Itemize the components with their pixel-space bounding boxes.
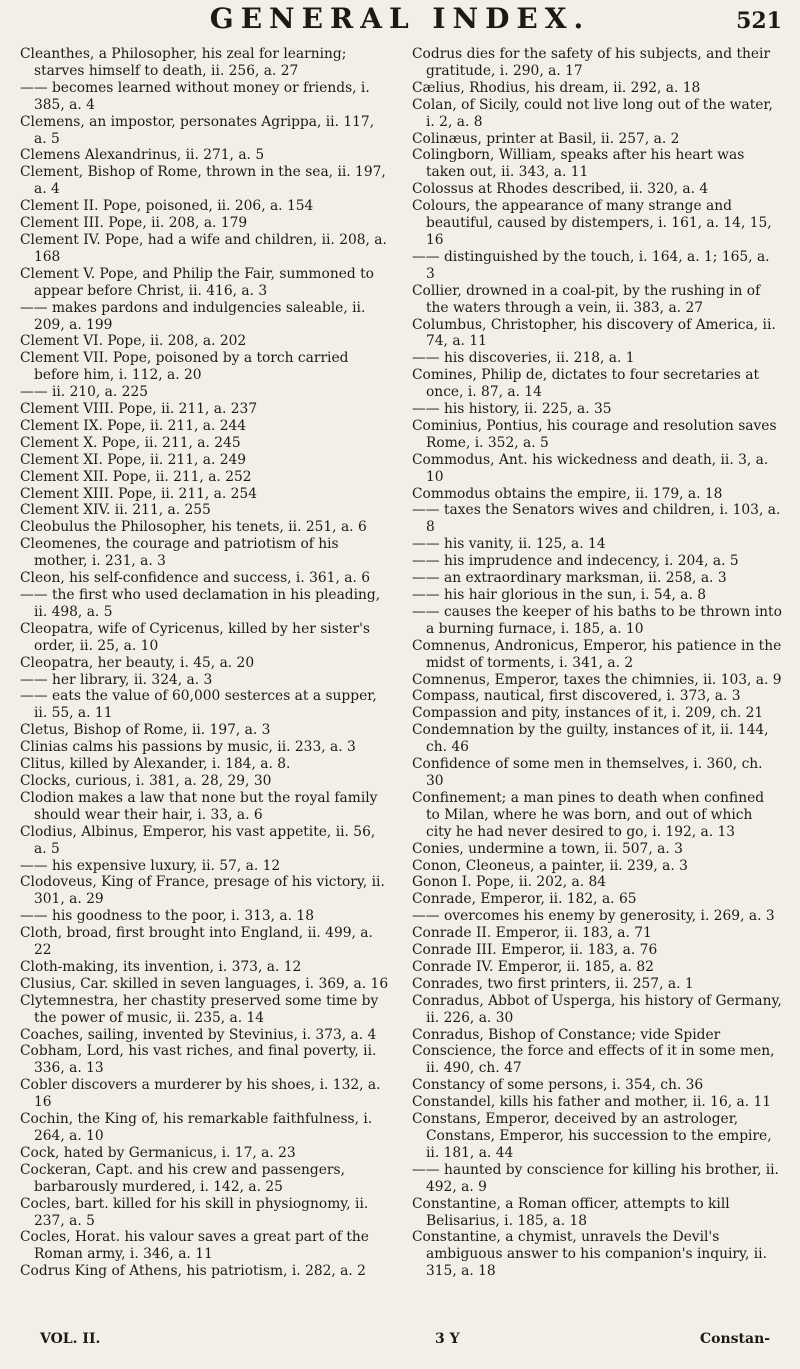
index-entry: Conies, undermine a town, ii. 507, a. 3 bbox=[412, 840, 683, 857]
left-column bbox=[20, 46, 390, 1280]
index-entry: —— eats the value of 60,000 sesterces at a supper, ii. 55, a. 11 bbox=[20, 688, 377, 722]
catchword: Constan- bbox=[700, 1331, 771, 1347]
signature-mark: 3 Y bbox=[435, 1331, 460, 1347]
index-entry: Conradus, Bishop of Constance; vide Spider bbox=[412, 1026, 721, 1043]
index-entry: Codrus dies for the safety of his subjects, and their gratitude, i. 290, a. 17 bbox=[412, 46, 771, 79]
index-entry: —— the first who used declamation in his pleading, ii. 498, a. 5 bbox=[20, 587, 381, 620]
index-entry: Cock, hated by Germanicus, i. 17, a. 23 bbox=[20, 1144, 296, 1161]
index-entry: Clytemnestra, her chastity preserved some time by the power of music, ii. 235, a. 14 bbox=[20, 992, 379, 1026]
index-entry: Commodus, Ant. his wickedness and death, ii. 3, a. 10 bbox=[412, 451, 769, 485]
index-entry: Clement XII. Pope, ii. 211, a. 252 bbox=[20, 468, 252, 485]
index-entry: Conrade IV. Emperor, ii. 185, a. 82 bbox=[412, 958, 654, 975]
index-entry: Confinement; a man pines to death when confined to Milan, where he was born, and out of which city he had never desired to go, i. 192, a. 13 bbox=[412, 789, 765, 840]
page-title: GENERAL INDEX. bbox=[209, 2, 591, 35]
index-entry: —— ii. 210, a. 225 bbox=[20, 384, 149, 401]
index-entry: Clemens, an impostor, personates Agrippa, ii. 117, a. 5 bbox=[20, 113, 375, 147]
index-entry: Clodius, Albinus, Emperor, his vast appetite, ii. 56, a. 5 bbox=[20, 823, 376, 857]
index-entry: Clitus, killed by Alexander, i. 184, a. 8. bbox=[20, 756, 291, 773]
index-entry: Conrade III. Emperor, ii. 183, a. 76 bbox=[412, 942, 658, 959]
index-entry: Cletus, Bishop of Rome, ii. 197, a. 3 bbox=[20, 722, 271, 739]
index-entry: Comines, Philip de, dictates to four secretaries at once, i. 87, a. 14 bbox=[412, 367, 759, 401]
index-entry: Clement VI. Pope, ii. 208, a. 202 bbox=[20, 333, 247, 350]
index-entry: Cobler discovers a murderer by his shoes, i. 132, a. 16 bbox=[20, 1077, 381, 1111]
index-entry: Cocles, bart. killed for his skill in physiognomy, ii. 237, a. 5 bbox=[20, 1195, 369, 1229]
index-entry: Conscience, the force and effects of it in some men, ii. 490, ch. 47 bbox=[412, 1043, 775, 1077]
page-number: 521 bbox=[736, 8, 782, 34]
index-entry: Cobham, Lord, his vast riches, and final poverty, ii. 336, a. 13 bbox=[20, 1043, 377, 1077]
index-entry: Cleopatra, her beauty, i. 45, a. 20 bbox=[20, 654, 255, 671]
index-entry: Constantine, a chymist, unravels the Devil's ambiguous answer to his companion's inquiry, ii. 315, a. 18 bbox=[412, 1229, 767, 1280]
index-entry: Colan, of Sicily, could not live long out of the water, i. 2, a. 8 bbox=[412, 96, 773, 130]
index-entry: Cleomenes, the courage and patriotism of his mother, i. 231, a. 3 bbox=[20, 536, 339, 570]
index-entry: Conrade II. Emperor, ii. 183, a. 71 bbox=[412, 925, 652, 942]
index-entry: Condemnation by the guilty, instances of it, ii. 144, ch. 46 bbox=[412, 722, 769, 756]
index-entry: —— makes pardons and indulgencies saleable, ii. 209, a. 199 bbox=[20, 299, 366, 333]
index-entry: Colinæus, printer at Basil, ii. 257, a. 2 bbox=[412, 130, 680, 147]
index-entry: Cloth-making, its invention, i. 373, a. 12 bbox=[20, 958, 302, 975]
index-entry: Comnenus, Andronicus, Emperor, his patience in the midst of torments, i. 341, a. 2 bbox=[412, 637, 782, 671]
index-entry: Clement II. Pope, poisoned, ii. 206, a. 154 bbox=[20, 198, 314, 215]
index-entry: Cominius, Pontius, his courage and resolution saves Rome, i. 352, a. 5 bbox=[412, 417, 777, 451]
index-entry: —— causes the keeper of his baths to be thrown into a burning furnace, i. 185, a. 10 bbox=[412, 603, 782, 637]
index-entry: Cocles, Horat. his valour saves a great part of the Roman army, i. 346, a. 11 bbox=[20, 1229, 369, 1263]
index-entry: Comnenus, Emperor, taxes the chimnies, ii. 103, a. 9 bbox=[412, 671, 782, 688]
index-entry: Colossus at Rhodes described, ii. 320, a. 4 bbox=[412, 181, 709, 198]
index-entry: —— his history, ii. 225, a. 35 bbox=[412, 401, 612, 418]
index-entry: Coaches, sailing, invented by Stevinius, i. 373, a. 4 bbox=[20, 1026, 377, 1043]
index-entry: —— overcomes his enemy by generosity, i. 269, a. 3 bbox=[412, 908, 775, 925]
index-entry: —— his imprudence and indecency, i. 204, a. 5 bbox=[412, 553, 739, 570]
index-entry: Clement IX. Pope, ii. 211, a. 244 bbox=[20, 417, 247, 434]
index-entry: Cochin, the King of, his remarkable faithfulness, i. 264, a. 10 bbox=[20, 1111, 373, 1144]
index-entry: —— his discoveries, ii. 218, a. 1 bbox=[412, 350, 635, 367]
index-entry: Clement VIII. Pope, ii. 211, a. 237 bbox=[20, 401, 258, 418]
index-entry: —— his vanity, ii. 125, a. 14 bbox=[412, 536, 606, 553]
index-entry: Compassion and pity, instances of it, i. 209, ch. 21 bbox=[412, 705, 764, 722]
index-entry: —— becomes learned without money or friends, i. 385, a. 4 bbox=[20, 79, 370, 113]
index-entry: Confidence of some men in themselves, i. 360, ch. 30 bbox=[412, 756, 763, 789]
index-entry: Clement X. Pope, ii. 211, a. 245 bbox=[20, 434, 241, 451]
index-entry: Constantine, a Roman officer, attempts to kill Belisarius, i. 185, a. 18 bbox=[412, 1195, 730, 1229]
index-entry: Colingborn, William, speaks after his heart was taken out, ii. 343, a. 11 bbox=[412, 147, 745, 181]
index-entry: Cleopatra, wife of Cyricenus, killed by her sister's order, ii. 25, a. 10 bbox=[20, 620, 370, 654]
index-entry: Clement V. Pope, and Philip the Fair, summoned to appear before Christ, ii. 416, a. 3 bbox=[20, 265, 374, 299]
index-entry: —— an extraordinary marksman, ii. 258, a. 3 bbox=[412, 570, 727, 587]
index-entry: Clodoveus, King of France, presage of his victory, ii. 301, a. 29 bbox=[20, 874, 385, 908]
index-entry: —— distinguished by the touch, i. 164, a. 1; 165, a. 3 bbox=[412, 248, 770, 282]
index-entry: Constancy of some persons, i. 354, ch. 36 bbox=[412, 1077, 704, 1094]
index-entry: Cleobulus the Philosopher, his tenets, ii. 251, a. 6 bbox=[20, 519, 367, 536]
index-entry: Colours, the appearance of many strange and beautiful, caused by distempers, i. 161, a. 14, 15, 16 bbox=[412, 198, 772, 248]
index-entry: Commodus obtains the empire, ii. 179, a. 18 bbox=[412, 485, 723, 502]
index-entry: Constans, Emperor, deceived by an astrologer, Constans, Emperor, his succession to the empire, ii. 181, a. 44 bbox=[412, 1111, 772, 1161]
right-column bbox=[412, 46, 782, 1280]
index-entry: Clement XIII. Pope, ii. 211, a. 254 bbox=[20, 485, 257, 502]
index-entry: Clement XIV. ii. 211, a. 255 bbox=[20, 502, 211, 519]
index-entry: Conradus, Abbot of Usperga, his history of Germany, ii. 226, a. 30 bbox=[412, 992, 782, 1026]
index-entry: Columbus, Christopher, his discovery of America, ii. 74, a. 11 bbox=[412, 316, 776, 350]
index-entry: Clodion makes a law that none but the royal family should wear their hair, i. 33, a. 6 bbox=[20, 789, 378, 823]
index-entry: Conrades, two first printers, ii. 257, a. 1 bbox=[412, 975, 694, 992]
volume-label: VOL. II. bbox=[40, 1331, 101, 1347]
index-entry: Clement XI. Pope, ii. 211, a. 249 bbox=[20, 451, 247, 468]
index-entry: Cælius, Rhodius, his dream, ii. 292, a. 18 bbox=[412, 79, 701, 96]
index-entry: Conon, Cleoneus, a painter, ii. 239, a. 3 bbox=[412, 857, 688, 874]
index-entry: Clement, Bishop of Rome, thrown in the sea, ii. 197, a. 4 bbox=[20, 164, 386, 198]
index-entry: Cockeran, Capt. and his crew and passengers, barbarously murdered, i. 142, a. 25 bbox=[20, 1161, 345, 1195]
index-entry: —— his hair glorious in the sun, i. 54, a. 8 bbox=[412, 587, 707, 603]
index-entry: Clement III. Pope, ii. 208, a. 179 bbox=[20, 215, 248, 232]
index-entry: Cleanthes, a Philosopher, his zeal for learning; starves himself to death, ii. 256, a. 27 bbox=[20, 46, 347, 79]
index-entry: Clinias calms his passions by music, ii. 233, a. 3 bbox=[20, 739, 356, 756]
index-entry: Collier, drowned in a coal-pit, by the rushing in of the waters through a vein, ii. 383, a. 27 bbox=[412, 282, 761, 316]
index-entry: Clement VII. Pope, poisoned by a torch carried before him, i. 112, a. 20 bbox=[20, 350, 349, 384]
index-entry: Cloth, broad, first brought into England, ii. 499, a. 22 bbox=[20, 925, 373, 959]
index-entry: Conrade, Emperor, ii. 182, a. 65 bbox=[412, 891, 637, 908]
index-entry: Codrus King of Athens, his patriotism, i. 282, a. 2 bbox=[20, 1263, 366, 1280]
index-entry: Clocks, curious, i. 381, a. 28, 29, 30 bbox=[20, 772, 272, 789]
index-entry: Compass, nautical, first discovered, i. 373, a. 3 bbox=[412, 688, 741, 705]
index-entry: —— taxes the Senators wives and children, i. 103, a. 8 bbox=[412, 502, 781, 536]
index-entry: Gonon I. Pope, ii. 202, a. 84 bbox=[412, 874, 607, 891]
index-entry: —— her library, ii. 324, a. 3 bbox=[20, 671, 213, 688]
index-entry: Clemens Alexandrinus, ii. 271, a. 5 bbox=[20, 147, 265, 164]
index-entry: —— haunted by conscience for killing his brother, ii. 492, a. 9 bbox=[412, 1161, 779, 1195]
index-entry: Clusius, Car. skilled in seven languages, i. 369, a. 16 bbox=[20, 975, 389, 992]
index-entry: Cleon, his self-confidence and success, i. 361, a. 6 bbox=[20, 570, 370, 587]
index-entry: Clement IV. Pope, had a wife and children, ii. 208, a. 168 bbox=[20, 231, 387, 265]
index-entry: —— his expensive luxury, ii. 57, a. 12 bbox=[20, 857, 281, 874]
index-entry: —— his goodness to the poor, i. 313, a. 18 bbox=[20, 908, 314, 925]
index-entry: Constandel, kills his father and mother, ii. 16, a. 11 bbox=[412, 1094, 772, 1111]
